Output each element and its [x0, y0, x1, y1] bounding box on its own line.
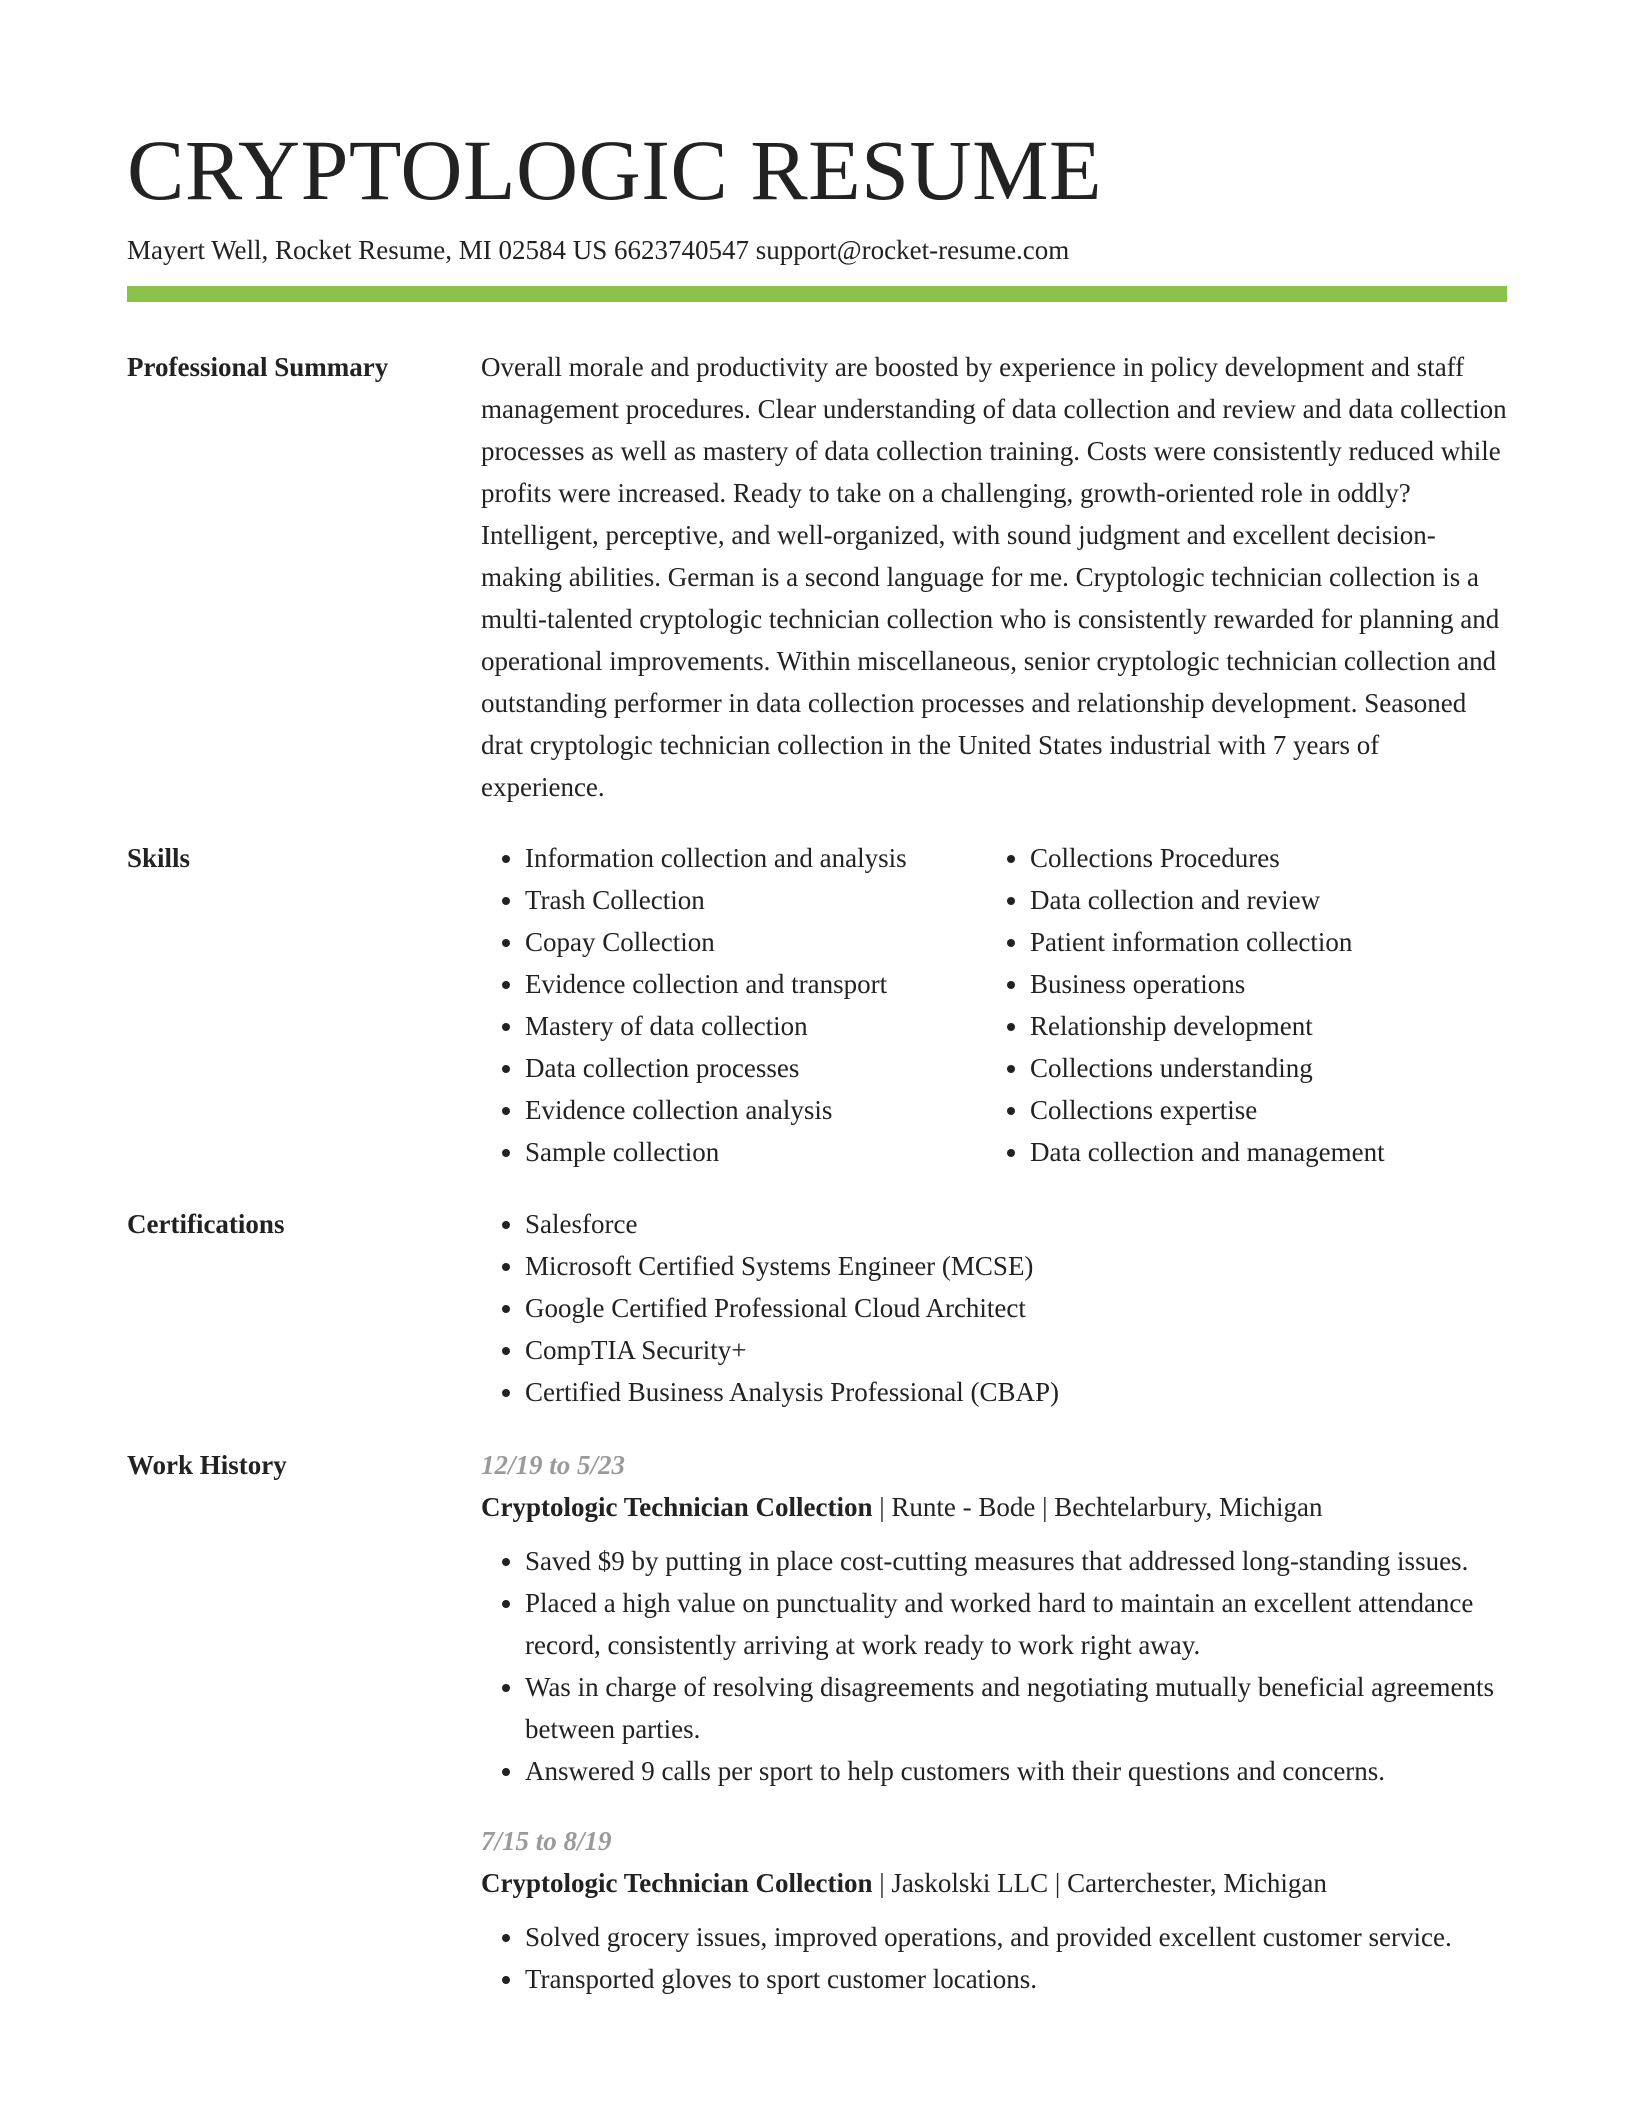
list-item: • Solved grocery issues, improved operations, and provided excellent customer service. [525, 1916, 1507, 1958]
list-item: • Trash Collection [525, 879, 986, 921]
list-item: • Mastery of data collection [525, 1005, 986, 1047]
certifications-list [481, 1203, 1507, 1413]
certifications-body [481, 1203, 1507, 1413]
job-bullets [481, 1540, 1507, 1792]
job-details: | Jaskolski LLC | Carterchester, Michigan [872, 1868, 1327, 1898]
list-item: • Answered 9 calls per sport to help customers with their questions and concerns. [525, 1750, 1507, 1792]
list-item: • Collections understanding [1030, 1047, 1385, 1089]
list-item: • Data collection processes [525, 1047, 986, 1089]
list-item: • Collections Procedures [1030, 837, 1385, 879]
header-divider [127, 286, 1507, 302]
job-title: Cryptologic Technician Collection [481, 1492, 873, 1522]
job-entry [481, 1444, 1507, 1792]
summary-text: Overall morale and productivity are boosted by experience in policy development and staff management procedures. Clear understanding of data collection and review and data collection processes as well as mastery of data collection training. Costs were consistently reduced while profits were increased. Ready to take on a challenging, growth-oriented role in oddly? Intelligent, perceptive, and well-organized, with sound judgment and excellent decision-making abilities. German is a second language for me. Cryptologic technician collection is a multi-talented cryptologic technician collection who is consistently rewarded for planning and operational improvements. Within miscellaneous, senior cryptologic technician collection and outstanding performer in data collection processes and relationship development. Seasoned drat cryptologic technician collection in the United States industrial with 7 years of experience. [481, 352, 1507, 802]
list-item: • Microsoft Certified Systems Engineer (MCSE) [525, 1245, 1507, 1287]
list-item: • Was in charge of resolving disagreements and negotiating mutually beneficial agreements between parties. [525, 1666, 1507, 1750]
contact-line: Mayert Well, Rocket Resume, MI 02584 US 6623740547 support@rocket-resume.com [127, 235, 1070, 265]
job-dates: 7/15 to 8/19 [481, 1826, 612, 1856]
list-item: • Data collection and review [1030, 879, 1385, 921]
resume-title: CRYPTOLOGIC RESUME [127, 122, 1103, 218]
list-item: • Evidence collection analysis [525, 1089, 986, 1131]
list-item: • Patient information collection [1030, 921, 1385, 963]
list-item: • Business operations [1030, 963, 1385, 1005]
job-entry [481, 1820, 1507, 2000]
job-bullets [481, 1916, 1507, 2000]
skills-list-left [481, 837, 986, 1173]
list-item: • Placed a high value on punctuality and worked hard to maintain an excellent attendance record, consistently arriving at work ready to work right away. [525, 1582, 1507, 1666]
list-item: • Transported gloves to sport customer locations. [525, 1958, 1507, 2000]
job-title: Cryptologic Technician Collection [481, 1868, 873, 1898]
skills-list-right [986, 837, 1385, 1173]
list-item: • Salesforce [525, 1203, 1507, 1245]
section-label-summary: Professional Summary [127, 352, 389, 382]
skills-body [481, 837, 1507, 1173]
summary-body [481, 346, 1507, 808]
list-item: • Copay Collection [525, 921, 986, 963]
list-item: • Saved $9 by putting in place cost-cutting measures that addressed long-standing issues. [525, 1540, 1507, 1582]
list-item: • Evidence collection and transport [525, 963, 986, 1005]
section-label-work-history: Work History [127, 1450, 287, 1480]
list-item: • Certified Business Analysis Professional (CBAP) [525, 1371, 1507, 1413]
list-item: • CompTIA Security+ [525, 1329, 1507, 1371]
list-item: • Relationship development [1030, 1005, 1385, 1047]
job-header [481, 1862, 1507, 1904]
list-item: • Information collection and analysis [525, 837, 986, 879]
work-history-body [481, 1444, 1507, 2028]
list-item: • Sample collection [525, 1131, 986, 1173]
list-item: • Collections expertise [1030, 1089, 1385, 1131]
job-dates: 12/19 to 5/23 [481, 1450, 626, 1480]
section-label-skills: Skills [127, 843, 191, 873]
job-details: | Runte - Bode | Bechtelarbury, Michigan [872, 1492, 1323, 1522]
list-item: • Google Certified Professional Cloud Architect [525, 1287, 1507, 1329]
section-label-certifications: Certifications [127, 1209, 285, 1239]
job-header [481, 1486, 1507, 1528]
list-item: • Data collection and management [1030, 1131, 1385, 1173]
